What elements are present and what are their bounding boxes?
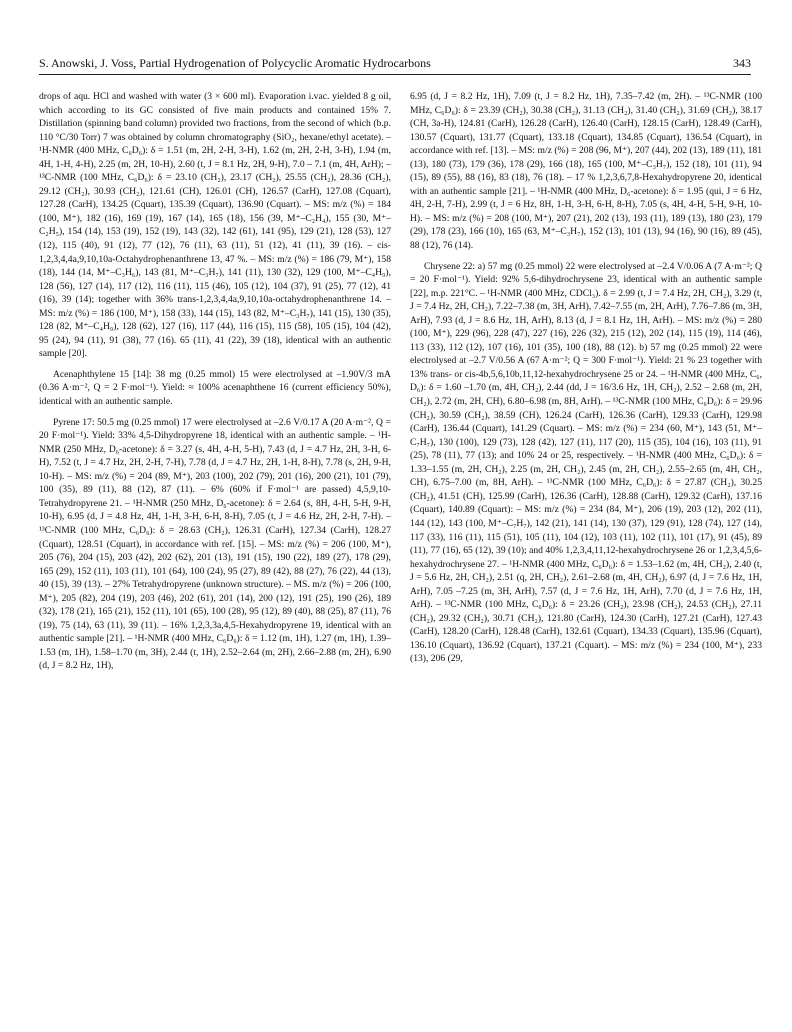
paragraph-chrysene: Chrysene 22: a) 57 mg (0.25 mmol) 22 were electrolysed at –2.4 V/0.06 A (7 A·m⁻²; Q = 20 F·mol⁻¹). Yield: 92% 5,6-dihydrochrysene 23, identical with an authentic sample [22], m.p. 221°C. – ¹H-NMR (400 MHz, CDCl₃). δ = 2.99 (t, J = 7.4 Hz, 2H, CH₂), 3.29 (t, J = 7.4 Hz, 2H, CH₂), 7.22–7.38 (m, 3H, ArH), 7.42–7.55 (m, 2H, ArH), 7.76–7.86 (m, 3H, ArH), 7.93 (d, J = 8.6 Hz, 1H, ArH), 8.13 (d, J = 8.1 Hz, 1H, ArH). – MS: m/z (%) = 280 (100, M⁺), 229 (96), 228 (47), 227 (16), 226 (32), 215 (12), 202 (14), 115 (19), 114 (46), 113 (33), 112 (12), 107 (16), 101 (35), 100 (18), 88 (12). b) 57 mg (0.25 mmol) 22 were electrolysed at –2.7 V/0.56 A (67 A·m⁻²; Q = 300 F·mol⁻¹). Yield: 21 % 23 together with 13% trans- or cis-4b,5,6,10b,11,12-hexahydrochrysene 25 or 24. – ¹H-NMR (400 MHz, C₆, D₆): δ = 1.60 –1.70 (m, 4H, CH₂), 2.44 (dd, J = 16/3.6 Hz, 1H, CH₂), 2.52 – 2.68 (m, 2H, CH₂), 2.72 (m, 2H, CH), 6.80–6.98 (m, 8H, ArH). – ¹³C-NMR (100 MHz, C₆D₆): δ = 29.96 (CH₂), 30.59 (CH₂), 38.59 (CH), 126.24 (CarH), 126.36 (CarH), 129.33 (CarH), 129.98 (CarH), 136.44 (Cquart), 141.29 (Cquart). – MS: m/z (%) = 234 (60, M⁺), 143 (51, M⁺–C₇H₇), 130 (100), 129 (73), 128 (42), 127 (11), 117 (20), 115 (35), 104 (16), 103 (11), 91 (25), 78 (11), 77 (13); and 10% 24 or 25, respectively. – ¹H-NMR (400 MHz, C₆D₆): δ = 1.33–1.55 (m, 2H, CH₂), 2.25 (m, 2H, CH₂), 2.45 (m, 2H, CH₂), 2.55–2.65 (m, 4H, CH₂, CH), 6.75–7.00 (m, 8H, ArH). – ¹³C-NMR (100 MHz, C₆D₆): δ = 27.87 (CH₂), 30.25 (CH₂), 41.51 (CH), 125.99 (CarH), 126.36 (CarH), 128.88 (CarH), 129.32 (CarH), 137.16 (Cquart), 140.89 (Cquart): – MS: m/z (%) = 234 (84, M⁺), 206 (19), 203 (12), 202 (11), 144 (12), 143 (100, M⁺–C₇H₇), 142 (21), 141 (14), 130 (37), 129 (91), 128 (74), 127 (14), 117 (33), 116 (11), 115 (51), 105 (11), 104 (12), 103 (11), 102 (11), 101 (17), 91 (45), 89 (11), 77 (16), 65 (12), 39 (10); and 40% 1,2,3,4,11,12-hexahydrochrysene 26 or 1,2,3,4,5,6-hexahydrochrysene 27. – ¹H-NMR (400 MHz, C₆D₆): δ = 1.53–1.62 (m, 4H, CH₂), 2.40 (t, J = 5.6 Hz, 2H, CH₂), 2.51 (q, 2H, CH₂), 2.61–2.68 (m, 4H, CH₂), 6.97 (d, J = 7.6 Hz, 1H, ArH), 7.05 –7.25 (m, 3H, ArH), 7.57 (d, J = 7.6 Hz, 1H, ArH), 7.70 (d, J = 7.6 Hz, 1H, ArH). – ¹³C-NMR (100 MHz, C₆D₆): δ = 23.26 (CH₂), 23.98 (CH₂), 24.53 (CH₂), 27.11 (CH₂), 29.32 (CH₂), 30.71 (CH₂), 121.80 (CarH), 124.30 (CarH), 127.21 (CarH), 127.43 (CarH), 128.20 (CarH), 128.48 (CarH), 132.61 (Cquart), 134.33 (Cquart), 135.96 (Cquart), 136.10 (Cquart), 136.92 (Cquart), 137.21 (Cquart). – MS: m/z (%) = 234 (100, M⁺), 233 (13), 206 (29, bbox=[410, 260, 762, 665]
page-number: 343 bbox=[733, 56, 751, 70]
paragraph-tetrahydrophenanthrene-continued: drops of aqu. HCl and washed with water (3 × 600 ml). Evaporation i.vac. yielded 8 g oil, which according to its GC consisted of five main products and contained 15% 7. Distillation (spinning band column) provided two fractions, from the second of which (b.p. 110 °C/30 Torr) 7 was obtained by column chromatography (SiO₂, hexane/ethyl acetate). – ¹H-NMR (400 MHz, C₆D₆): δ = 1.51 (m, 2H, 2-H, 3-H), 1.62 (m, 2H, 2-H, 3-H), 1.94 (m, 4H, 1-H, 4-H), 2.25 (m, 2H, 10-H), 2.60 (t, J = 8.1 Hz, 2H, 9-H), 7.0 – 7.1 (m, 4H, ArH); – ¹³C-NMR (100 MHz, C₆D₆): δ = 23.10 (CH₂), 23.17 (CH₂), 25.55 (CH₂), 28.36 (CH₂), 29.12 (CH₂), 30.93 (CH₂), 121.61 (CH), 126.01 (CH), 126.57 (CarH), 127.08 (Cquart), 127.28 (CarH), 134.25 (Cquart), 135.39 (Cquart), 136.90 (Cquart). – MS: m/z (%) = 184 (100, M⁺), 182 (16), 169 (19), 167 (14), 165 (18), 156 (39, M⁺–C₂H₄), 155 (30, M⁺–C₂H₅), 154 (14), 153 (19), 152 (19), 143 (32), 142 (61), 141 (95), 129 (21), 128 (53), 127 (12), 115 (40), 91 (12), 77 (12), 76 (11), 63 (11), 51 (12), 41 (11), 39 (16). – cis-1,2,3,4,4a,9,10,10a-Octahydrophenanthrene 13, 47 %. – MS: m/z (%) = 186 (79, M⁺), 158 (18), 144 (14, M⁺–C₃H₆), 143 (81, M⁺–C₃H₇), 141 (11), 130 (32), 129 (100, M⁺–C₄H₉), 128 (56), 127 (14), 117 (12), 116 (11), 115 (46), 105 (12), 104 (37), 91 (25), 77 (12), 41 (16), 39 (14); together with 36% trans-1,2,3,4,4a,9,10,10a-octahydrophenanthrene 14. – MS: m/z (%) = 186 (100, M⁺), 158 (33), 144 (15), 143 (82, M⁺–C₃H₇), 141 (15), 130 (35), 128 (82, M⁺–C₄H₉), 128 (62), 127 (16), 117 (44), 116 (15), 115 (58), 105 (15), 104 (42), 95 (24), 94 (11), 91 (38), 77 (16). 65 (11), 41 (22), 39 (18), identical with an authentic sample [20]. bbox=[39, 91, 391, 360]
left-column bbox=[39, 90, 391, 673]
paragraph-pyrene: Pyrene 17: 50.5 mg (0.25 mmol) 17 were electrolysed at –2.6 V/0.17 A (20 A·m⁻², Q = 20 F·mol⁻¹). Yield: 33% 4,5-Dihydropyrene 18, identical with an authentic sample. – ¹H-NMR (250 MHz, D₆-acetone): δ = 3.27 (s, 4H, 4-H, 5-H), 7.43 (d, J = 4.7 Hz, 2H, 3-H, 6-H), 7.52 (t, J = 4.7 Hz, 2H, 2-H, 7-H), 7.78 (d, J = 4.7 Hz, 2H, 1-H, 8-H), 7.78 (s, 2H, 9-H, 10-H). – MS: m/z (%) = 204 (89, M⁺), 203 (100), 202 (79), 201 (16), 200 (21), 101 (79), 100 (35), 89 (11), 88 (12), 87 (11). – 6% (60% if F·mol⁻¹ are passed) 4,5,9,10-Tetrahydropyrene 21. – ¹H-NMR (250 MHz, D₆-acetone): δ = 2.64 (s, 8H, 4-H, 5-H, 9-H, 10-H), 6.95 (d, J = 4.8 Hz, 4H, 1-H, 3-H, 6-H, 8-H), 7.05 (t, J = 4.6 Hz, 2H, 2-H, 7-H). – ¹³C-NMR (100 MHz, C₆D₆): δ = 28.63 (CH₂), 126.31 (CarH), 127.34 (CarH), 128.27 (Cquart), 128.51 (Cquart), in accordance with ref. [15]. – MS: m/z (%) = 206 (100, M⁺), 205 (76), 204 (15), 203 (42), 202 (62), 201 (13), 191 (15), 190 (22), 189 (27), 178 (29), 165 (29), 152 (11), 103 (11), 101 (64), 100 (24), 95 (27), 89 (42), 88 (27), 76 (22), 44 (13), 40 (15), 39 (13). – 27% Tetrahydropyrene (unknown structure). – MS. m/z (%) = 206 (100, M⁺), 205 (82), 204 (19), 203 (46), 202 (61), 201 (14), 200 (12), 191 (25), 190 (26), 189 (32), 178 (21), 165 (21), 152 (11), 101 (65), 100 (28), 95 (12), 89 (40), 88 (25), 87 (11), 76 (19), 75 (14), 63 (11), 39 (11). – 16% 1,2,3,3a,4,5-Hexahydropyrene 19, identical with an authentic sample [21]. – ¹H-NMR (400 MHz, C₆D₆): δ = 1.12 (m, 1H), 1.27 (m, 1H), 1.39–1.53 (m, 1H), 1.58–1.70 (m, 3H), 2.44 (t, 1H), 2.52–2.64 (m, 2H), 2.66–2.88 (m, 2H), 6.90 (d, J = 8.2 Hz, 1H), bbox=[39, 416, 391, 672]
paragraph-hexahydropyrene-continued: 6.95 (d, J = 8.2 Hz, 1H), 7.09 (t, J = 8.2 Hz, 1H), 7.35–7.42 (m, 2H). – ¹³C-NMR (100 MHz, C₆D₆): δ = 23.39 (CH₂), 30.38 (CH₂), 31.13 (CH₂), 31.40 (CH₂), 31.69 (CH₂), 38.17 (CH, 3a-H), 124.81 (CarH), 126.28 (CarH), 126.40 (CarH), 128.15 (CarH), 128.49 (CarH), 130.57 (Cquart), 131.77 (Cquart), 133.18 (Cquart), 134.85 (Cquart), 136.54 (Cquart), in accordance with ref. [13]. – MS: m/z (%) = 208 (96, M⁺), 207 (44), 202 (13), 189 (11), 181 (13), 180 (73), 179 (36), 178 (29), 166 (18), 165 (100, M⁺–C₃H₇), 152 (18), 101 (11), 94 (15), 89 (55), 88 (16), 83 (18), 76 (18). – 17 % 1,2,3,6,7,8-Hexahydropyrene 20, identical with an authentic sample [21]. – ¹H-NMR (400 MHz, D₆-acetone): δ = 1.95 (qui, J = 6 Hz, 4H, 2-H, 7-H), 2.99 (t, J = 6 Hz, 8H, 1-H, 3-H, 6-H, 8-H), 7.05 (s, 4H, 4-H, 5-H, 9-H, 10-H). – MS: m/z (%) = 208 (100, M⁺), 207 (21), 202 (13), 193 (11), 189 (13), 180 (23), 179 (29), 178 (23), 166 (10), 165 (63, M⁺–C₃H₇), 152 (13), 101 (13), 94 (16), 90 (16), 89 (45), 88 (12), 76 (14). bbox=[410, 91, 762, 252]
right-column bbox=[410, 90, 762, 666]
paragraph-acenaphthylene: Acenaphthylene 15 [14]: 38 mg (0.25 mmol) 15 were electrolysed at –1.90V/3 mA (0.36 A·m⁻², Q = 2 F·mol⁻¹). Yield: ≈ 100% acenaphthene 16 (current efficiency 50%), identical with an authentic sample. bbox=[39, 368, 391, 408]
running-head: S. Anowski, J. Voss, Partial Hydrogenation of Polycyclic Aromatic Hydrocarbons bbox=[39, 56, 431, 70]
page-header bbox=[39, 56, 751, 75]
